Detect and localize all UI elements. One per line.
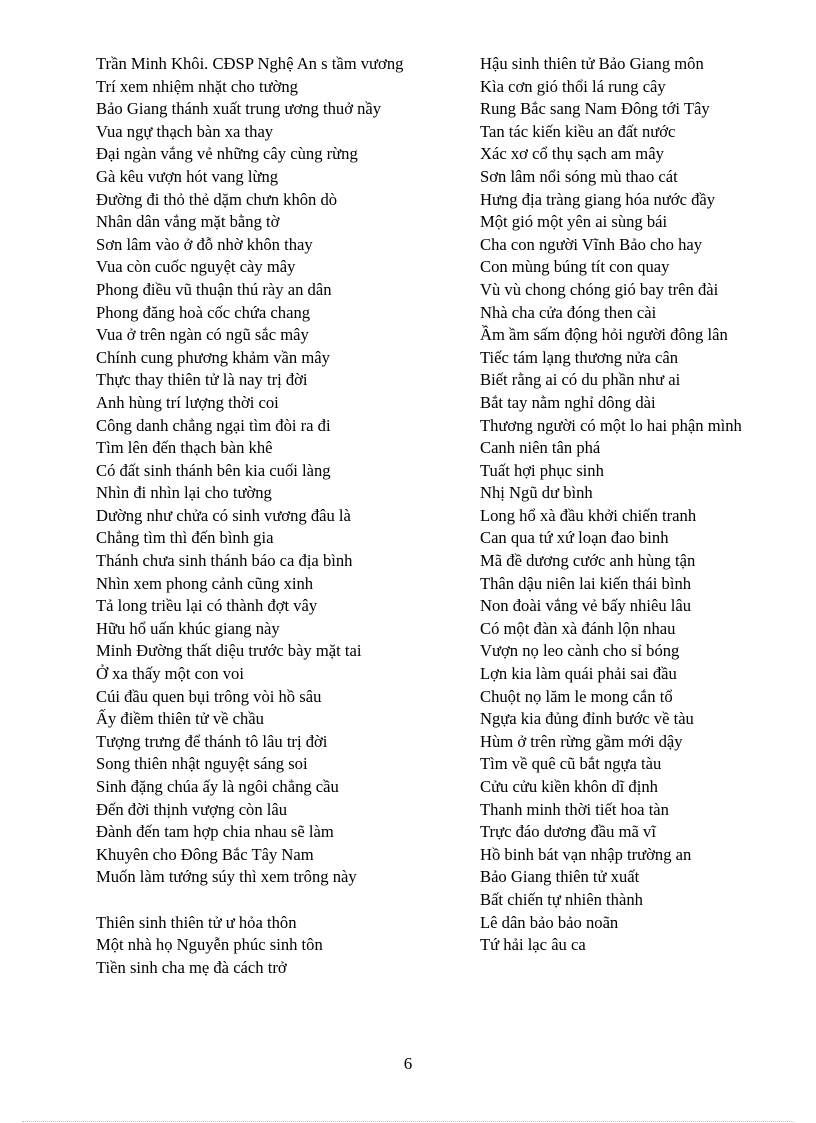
verse-line: Công danh chẳng ngại tìm đòi ra đi: [96, 415, 331, 435]
verse-line: Sơn lâm nổi sóng mù thao cát: [480, 166, 678, 186]
verse-line: Vua ngự thạch bàn xa thay: [96, 121, 274, 141]
verse-line: Non đoài vắng vẻ bấy nhiêu lâu: [480, 596, 692, 616]
verse-line: Hưng địa tràng giang hóa nước đầy: [480, 189, 716, 209]
verse-line: Chuột nọ lăm le mong cắn tổ: [480, 686, 673, 706]
verse-line: Tìm lên đến thạch bàn khê: [96, 438, 273, 458]
verse-line: Chính cung phương khảm vần mây: [96, 347, 330, 367]
verse-line: Có đất sinh thánh bên kia cuối làng: [96, 460, 331, 480]
verse-line: Trực đáo dương đầu mã vĩ: [480, 822, 656, 842]
verse-line: Minh Đường thất diệu trước bày mặt tai: [96, 641, 362, 661]
verse-line: Tượng trưng để thánh tô lâu trị đời: [96, 731, 328, 751]
verse-line: Tả long triều lại có thành đợt vây: [96, 596, 318, 616]
verse-line: Trí xem nhiệm nhặt cho tường: [96, 76, 298, 96]
verse-line: Vua ở trên ngàn có ngũ sắc mây: [96, 325, 309, 345]
verse-line: Lợn kia làm quái phải sai đầu: [480, 664, 677, 684]
verse-line: Biết rằng ai có du phần như ai: [480, 370, 681, 390]
right-column: [480, 53, 780, 957]
verse-line: Nhị Ngũ dư bình: [480, 483, 593, 503]
verse-line: Ngựa kia đủng đỉnh bước về tàu: [480, 709, 694, 729]
page-number: 6: [403, 1054, 413, 1073]
verse-line: Can qua tứ xứ loạn đao binh: [480, 528, 669, 548]
verse-block-a: [96, 76, 436, 889]
stanza-gap: [96, 889, 436, 912]
verse-line: Gà kêu vượn hót vang lừng: [96, 166, 279, 186]
verse-line: Hồ binh bát vạn nhập trường an: [480, 844, 692, 864]
verse-line: Thương người có một lo hai phận mình: [480, 415, 742, 435]
verse-line: Thực thay thiên tử là nay trị đời: [96, 370, 308, 390]
verse-line: Sơn lâm vào ở đỗ nhờ khôn thay: [96, 234, 313, 254]
verse-line: Sinh đặng chúa ấy là ngôi chẳng cầu: [96, 777, 339, 796]
verse-line: Thanh minh thời tiết hoa tàn: [480, 799, 669, 819]
verse-line: Đành đến tam hợp chia nhau sẽ làm: [96, 822, 334, 842]
verse-line: Nhà cha cửa đóng then cài: [480, 302, 657, 322]
header-line: Trần Minh Khôi. CĐSP Nghệ An s tầm vương: [96, 54, 404, 73]
verse-line: Muốn làm tướng súy thì xem trông này: [96, 867, 357, 887]
verse-line: Mã đề dương cước anh hùng tận: [480, 551, 696, 571]
verse-line: Tiếc tám lạng thương nửa cân: [480, 347, 679, 367]
verse-line: Vượn nọ leo cành cho sỉ bóng: [480, 641, 680, 661]
verse-line: Phong điều vũ thuận thú rày an dân: [96, 279, 332, 299]
verse-line: Khuyên cho Đông Bắc Tây Nam: [96, 844, 314, 864]
verse-line: Lê dân bảo bảo noãn: [480, 912, 619, 932]
verse-line: Thân dậu niên lai kiến thái bình: [480, 573, 692, 593]
verse-line: Đường đi thỏ thẻ dặm chưn khôn dò: [96, 189, 338, 209]
verse-line: Đại ngàn vắng vẻ những cây cùng rừng: [96, 144, 358, 164]
verse-line: Chẳng tìm thì đến bình gia: [96, 528, 274, 548]
verse-line: Anh hùng trí lượng thời coi: [96, 392, 279, 412]
verse-line: Ầm ầm sấm động hỏi người đông lân: [480, 325, 728, 345]
verse-block-b: [96, 912, 436, 980]
verse-line: Tan tác kiến kiều an đất nước: [480, 121, 676, 141]
verse-line: Tứ hải lạc âu ca: [480, 935, 586, 955]
verse-line: Long hổ xà đầu khởi chiến tranh: [480, 505, 697, 525]
verse-line: Phong đăng hoà cốc chứa chang: [96, 302, 311, 322]
verse-line: Thiên sinh thiên tử ư hỏa thôn: [96, 912, 297, 932]
verse-line: Canh niên tân phá: [480, 438, 601, 458]
verse-line: Có một đàn xà đánh lộn nhau: [480, 618, 676, 638]
verse-line: Kìa cơn gió thổi lá rung cây: [480, 76, 666, 96]
verse-line: Đến đời thịnh vượng còn lâu: [96, 799, 288, 819]
verse-line: Thánh chưa sinh thánh báo ca địa bình: [96, 551, 353, 571]
verse-line: Cha con người Vĩnh Bảo cho hay: [480, 234, 703, 254]
verse-line: Dường như chửa có sinh vương đâu là: [96, 505, 351, 525]
verse-line: Bắt tay nằm nghỉ dông dài: [480, 392, 656, 412]
verse-line: Nhìn đi nhìn lại cho tường: [96, 483, 272, 503]
page-bottom-border: [22, 1121, 794, 1122]
verse-line: Rung Bắc sang Nam Đông tới Tây: [480, 99, 710, 119]
verse-line: Nhân dân vắng mặt bằng tờ: [96, 212, 280, 232]
verse-line: Hữu hổ uấn khúc giang này: [96, 618, 280, 638]
verse-line: Hậu sinh thiên tử Bảo Giang môn: [480, 54, 704, 73]
verse-line: Hùm ở trên rừng gầm mới dậy: [480, 731, 683, 751]
verse-line: Song thiên nhật nguyệt sáng soi: [96, 754, 308, 774]
left-column: [96, 53, 436, 979]
verse-line: Vua còn cuốc nguyệt cày mây: [96, 257, 296, 277]
verse-line: Bảo Giang thánh xuất trung ương thuở nầy: [96, 99, 382, 119]
verse-line: Tìm về quê cũ bắt ngựa tàu: [480, 754, 662, 774]
verse-line: Nhìn xem phong cảnh cũng xinh: [96, 573, 314, 593]
verse-line: Một gió một yên ai sùng bái: [480, 212, 668, 232]
verse-line: Một nhà họ Nguyễn phúc sinh tôn: [96, 935, 323, 955]
verse-line: Ấy điềm thiên tử về chầu: [96, 709, 264, 729]
verse-line: Ở xa thấy một con voi: [96, 664, 244, 684]
verse-line: Con mùng búng tít con quay: [480, 257, 670, 277]
verse-line: Xác xơ cổ thụ sạch am mây: [480, 144, 664, 164]
verse-block-right: [480, 53, 780, 957]
verse-line: Tiền sinh cha mẹ đà cách trở: [96, 957, 287, 977]
verse-line: Tuất hợi phục sinh: [480, 460, 604, 480]
verse-line: Cúi đầu quen bụi trông vòi hồ sâu: [96, 686, 322, 706]
verse-line: Bất chiến tự nhiên thành: [480, 889, 643, 909]
verse-line: Bảo Giang thiên tử xuất: [480, 867, 640, 887]
verse-line: Vù vù chong chóng gió bay trên đài: [480, 279, 719, 299]
verse-line: Cửu cửu kiền khôn dĩ định: [480, 777, 658, 796]
